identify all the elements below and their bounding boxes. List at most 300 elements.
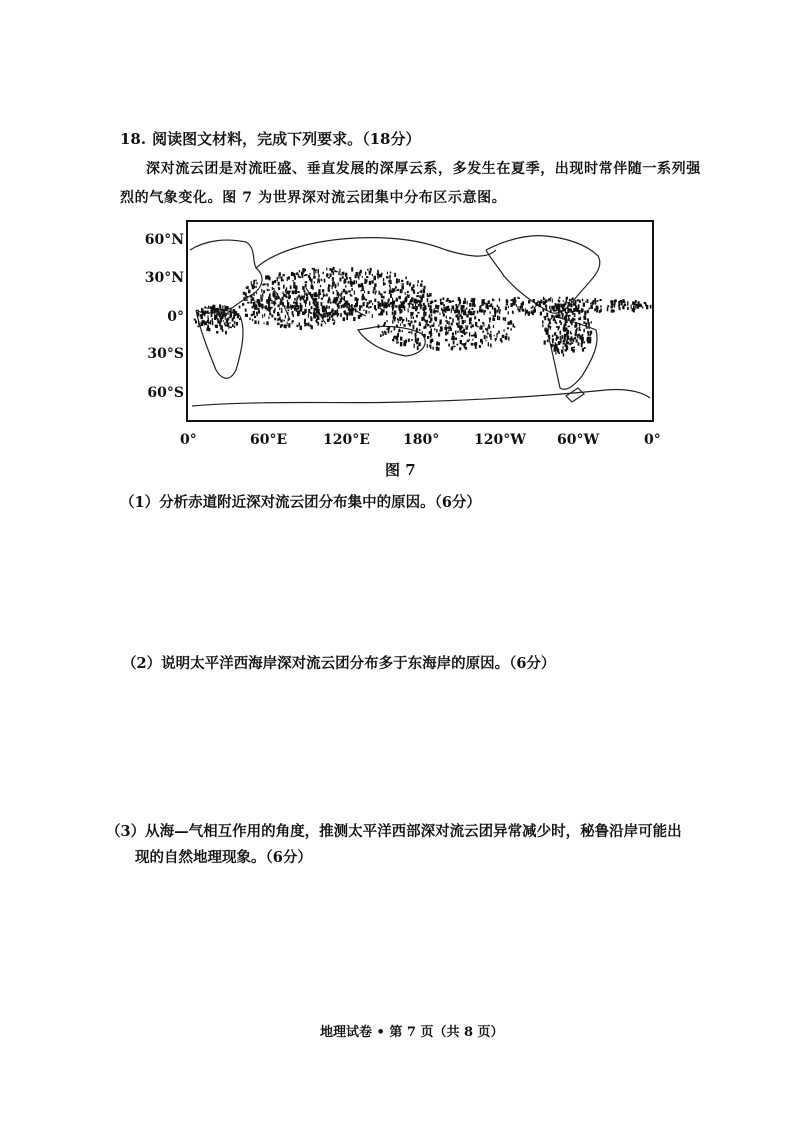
- cloud-speck: [373, 290, 375, 293]
- cloud-speck: [623, 305, 624, 309]
- cloud-speck: [460, 325, 462, 328]
- cloud-speck: [552, 335, 554, 338]
- cloud-speck: [422, 294, 425, 298]
- cloud-speck: [293, 302, 296, 304]
- cloud-speck: [415, 333, 417, 337]
- subquestion-3-line-2: 现的自然地理现象。（6分）: [135, 849, 312, 866]
- cloud-speck: [384, 283, 386, 285]
- cloud-speck: [354, 291, 355, 295]
- cloud-speck: [427, 336, 429, 339]
- cloud-speck: [290, 285, 292, 289]
- cloud-speck: [574, 337, 576, 339]
- cloud-speck: [313, 268, 315, 271]
- cloud-speck: [514, 297, 515, 301]
- cloud-speck: [408, 295, 410, 297]
- cloud-speck: [429, 305, 431, 309]
- cloud-speck: [565, 321, 567, 323]
- cloud-speck: [431, 301, 434, 304]
- page-footer: 地理试卷 • 第 7 页（共 8 页）: [320, 1025, 504, 1040]
- cloud-speck: [273, 301, 275, 305]
- cloud-speck: [398, 289, 400, 291]
- cloud-speck: [489, 318, 490, 320]
- cloud-speck: [324, 314, 326, 318]
- cloud-speck: [383, 296, 385, 299]
- cloud-speck: [388, 300, 389, 303]
- cloud-speck: [378, 313, 380, 315]
- cloud-speck: [582, 337, 584, 341]
- cloud-speck: [512, 299, 514, 303]
- cloud-speck: [401, 285, 404, 289]
- cloud-speck: [570, 304, 572, 308]
- cloud-speck: [230, 309, 231, 312]
- cloud-speck: [388, 326, 390, 329]
- cloud-speck: [470, 311, 473, 315]
- cloud-speck: [471, 308, 473, 310]
- cloud-speck: [448, 321, 449, 325]
- cloud-speck: [275, 298, 277, 300]
- cloud-speck: [247, 314, 248, 317]
- cloud-speck: [312, 296, 313, 299]
- cloud-speck: [220, 316, 222, 319]
- cloud-speck: [428, 303, 430, 307]
- cloud-speck: [425, 324, 427, 327]
- cloud-speck: [427, 298, 429, 302]
- cloud-speck: [497, 316, 499, 321]
- cloud-speck: [495, 338, 498, 340]
- cloud-speck: [510, 328, 512, 330]
- cloud-speck: [422, 331, 423, 335]
- cloud-speck: [221, 319, 222, 322]
- cloud-speck: [479, 309, 482, 313]
- cloud-speck: [232, 324, 234, 327]
- cloud-speck: [369, 300, 371, 304]
- cloud-speck: [230, 322, 231, 324]
- cloud-speck: [256, 300, 257, 303]
- cloud-speck: [286, 292, 287, 294]
- cloud-speck: [426, 320, 427, 324]
- cloud-speck: [469, 332, 470, 336]
- cloud-speck: [494, 312, 496, 314]
- cloud-speck: [419, 295, 421, 298]
- cloud-speck: [335, 286, 336, 289]
- cloud-speck: [413, 284, 415, 287]
- cloud-speck: [280, 300, 282, 302]
- cloud-speck: [566, 299, 568, 303]
- cloud-speck: [483, 299, 484, 303]
- cloud-speck: [362, 294, 364, 297]
- cloud-speck: [284, 305, 286, 308]
- cloud-speck: [262, 284, 263, 286]
- cloud-speck: [587, 331, 590, 333]
- cloud-speck: [465, 325, 466, 327]
- cloud-speck: [294, 298, 296, 300]
- cloud-speck: [339, 278, 341, 282]
- cloud-speck: [394, 273, 396, 277]
- cloud-speck: [342, 276, 344, 278]
- cloud-speck: [333, 322, 335, 325]
- cloud-speck: [396, 325, 398, 328]
- cloud-speck: [351, 288, 352, 291]
- cloud-speck: [519, 309, 521, 312]
- cloud-speck: [489, 334, 491, 338]
- cloud-speck: [462, 320, 464, 324]
- cloud-speck: [237, 315, 239, 318]
- cloud-speck: [408, 339, 410, 342]
- cloud-speck: [250, 295, 252, 298]
- cloud-speck: [359, 272, 361, 276]
- cloud-speck: [364, 291, 365, 294]
- cloud-speck: [309, 301, 310, 305]
- lon-label-120w: 120°W: [474, 432, 526, 448]
- cloud-speck: [223, 320, 224, 322]
- cloud-speck: [514, 326, 516, 328]
- cloud-speck: [300, 305, 303, 307]
- cloud-speck: [213, 308, 214, 311]
- cloud-speck: [487, 332, 489, 334]
- cloud-speck: [217, 320, 219, 323]
- cloud-speck: [455, 338, 457, 340]
- cloud-speck: [246, 296, 248, 299]
- cloud-speck: [274, 308, 275, 312]
- cloud-speck: [365, 299, 366, 301]
- cloud-speck: [333, 291, 335, 294]
- cloud-speck: [563, 305, 564, 308]
- cloud-speck: [512, 311, 513, 314]
- cloud-speck: [293, 273, 295, 277]
- cloud-speck: [478, 319, 480, 321]
- cloud-speck: [479, 345, 481, 348]
- cloud-speck: [446, 306, 448, 309]
- cloud-speck: [207, 325, 208, 328]
- cloud-speck: [368, 307, 370, 309]
- cloud-speck: [440, 299, 442, 301]
- cloud-speck: [327, 273, 329, 276]
- cloud-speck: [425, 312, 427, 316]
- cloud-speck: [288, 306, 290, 309]
- cloud-speck: [398, 330, 400, 333]
- cloud-speck: [572, 342, 573, 344]
- cloud-speck: [380, 308, 381, 310]
- cloud-speck: [318, 274, 320, 278]
- cloud-speck: [268, 316, 269, 319]
- cloud-speck: [593, 300, 595, 304]
- cloud-speck: [615, 299, 617, 302]
- cloud-speck: [531, 307, 533, 309]
- cloud-speck: [398, 296, 401, 299]
- cloud-speck: [342, 272, 344, 276]
- cloud-speck: [304, 320, 306, 324]
- cloud-speck: [234, 321, 235, 324]
- cloud-speck: [258, 310, 260, 313]
- cloud-speck: [451, 347, 453, 350]
- cloud-speck: [340, 313, 342, 317]
- cloud-speck: [579, 327, 581, 331]
- cloud-speck: [447, 298, 449, 301]
- cloud-speck: [362, 288, 364, 291]
- cloud-speck: [525, 311, 526, 315]
- cloud-speck: [546, 313, 548, 317]
- cloud-speck: [280, 302, 282, 305]
- cloud-speck: [297, 325, 299, 328]
- cloud-speck: [563, 353, 565, 356]
- cloud-speck: [347, 301, 348, 304]
- cloud-speck: [400, 337, 402, 341]
- cloud-speck: [451, 309, 452, 313]
- cloud-speck: [552, 315, 553, 318]
- cloud-speck: [272, 281, 274, 285]
- cloud-speck: [465, 347, 467, 350]
- cloud-speck: [398, 306, 400, 309]
- cloud-speck: [583, 321, 585, 323]
- cloud-speck: [377, 273, 379, 275]
- cloud-speck: [575, 307, 577, 310]
- lon-label-180: 180°: [403, 432, 440, 448]
- cloud-speck: [391, 331, 393, 333]
- cloud-speck: [394, 327, 396, 330]
- cloud-speck: [482, 331, 484, 333]
- cloud-speck: [573, 349, 574, 353]
- cloud-speck: [245, 309, 247, 312]
- cloud-speck: [542, 320, 544, 323]
- cloud-speck: [549, 326, 551, 328]
- cloud-speck: [337, 309, 338, 312]
- cloud-speck: [544, 340, 546, 344]
- cloud-speck: [285, 315, 286, 319]
- cloud-speck: [381, 294, 383, 299]
- cloud-speck: [461, 343, 463, 345]
- cloud-speck: [578, 310, 580, 314]
- cloud-speck: [301, 296, 303, 298]
- cloud-speck: [237, 313, 240, 315]
- cloud-speck: [631, 305, 632, 309]
- cloud-speck: [258, 308, 260, 311]
- cloud-speck: [399, 317, 401, 321]
- cloud-speck: [327, 312, 328, 315]
- cloud-speck: [563, 329, 566, 331]
- cloud-speck: [414, 344, 415, 348]
- cloud-speck: [429, 331, 430, 334]
- cloud-speck: [222, 314, 224, 318]
- cloud-speck: [441, 309, 443, 311]
- cloud-speck: [312, 286, 314, 290]
- cloud-speck: [407, 291, 409, 293]
- cloud-speck: [440, 303, 442, 305]
- cloud-speck: [277, 296, 279, 299]
- cloud-speck: [288, 276, 290, 279]
- cloud-speck: [642, 306, 643, 308]
- cloud-speck: [506, 303, 508, 305]
- cloud-speck: [306, 293, 308, 296]
- cloud-speck: [293, 314, 295, 317]
- cloud-speck: [205, 323, 207, 325]
- cloud-speck: [534, 309, 536, 313]
- cloud-speck: [575, 325, 576, 327]
- cloud-speck: [646, 305, 648, 309]
- cloud-speck: [632, 308, 634, 311]
- cloud-speck: [473, 311, 475, 313]
- cloud-speck: [419, 329, 421, 331]
- cloud-speck: [469, 322, 472, 325]
- cloud-speck: [489, 326, 491, 329]
- cloud-speck: [212, 321, 214, 325]
- cloud-speck: [393, 306, 394, 309]
- cloud-speck: [453, 307, 455, 311]
- cloud-speck: [475, 322, 477, 327]
- cloud-speck: [381, 273, 383, 276]
- cloud-speck: [365, 272, 366, 276]
- cloud-speck: [430, 329, 432, 334]
- cloud-speck: [334, 299, 336, 303]
- cloud-speck: [274, 280, 276, 283]
- cloud-speck: [466, 307, 467, 309]
- cloud-speck: [400, 289, 402, 293]
- cloud-speck: [210, 320, 211, 324]
- cloud-speck: [430, 333, 432, 336]
- cloud-speck: [374, 286, 375, 289]
- cloud-speck: [271, 300, 272, 304]
- cloud-speck: [463, 343, 465, 347]
- cloud-speck: [386, 305, 388, 307]
- cloud-speck: [400, 309, 402, 313]
- cloud-speck: [239, 318, 241, 320]
- cloud-speck: [384, 291, 386, 293]
- cloud-speck: [388, 329, 390, 333]
- cloud-speck: [563, 340, 565, 343]
- cloud-speck: [295, 290, 297, 294]
- cloud-speck: [334, 270, 335, 272]
- cloud-speck: [401, 303, 403, 307]
- cloud-speck: [555, 305, 556, 307]
- cloud-speck: [344, 280, 346, 284]
- cloud-speck: [265, 276, 267, 280]
- cloud-speck: [333, 271, 335, 275]
- cloud-speck: [277, 318, 278, 321]
- cloud-speck: [627, 307, 629, 310]
- cloud-speck: [214, 317, 216, 320]
- cloud-speck: [472, 324, 474, 327]
- lat-label-0: 0°: [167, 309, 184, 325]
- cloud-speck: [381, 309, 382, 313]
- cloud-speck: [581, 343, 583, 347]
- cloud-speck: [504, 317, 506, 321]
- cloud-speck: [459, 321, 460, 325]
- cloud-speck: [375, 292, 376, 294]
- cloud-speck: [256, 292, 257, 294]
- cloud-speck: [236, 322, 238, 326]
- cloud-speck: [433, 323, 434, 327]
- cloud-speck: [278, 282, 280, 286]
- cloud-speck: [516, 304, 517, 307]
- cloud-speck: [454, 310, 456, 314]
- cloud-speck: [568, 318, 570, 320]
- cloud-speck: [528, 311, 530, 315]
- cloud-speck: [268, 289, 270, 291]
- cloud-speck: [450, 328, 452, 331]
- cloud-speck: [402, 330, 403, 332]
- cloud-speck: [317, 322, 319, 326]
- cloud-speck: [445, 339, 448, 341]
- cloud-speck: [417, 284, 418, 286]
- cloud-speck: [457, 309, 459, 312]
- cloud-speck: [406, 341, 407, 343]
- cloud-speck: [471, 298, 473, 302]
- cloud-speck: [572, 297, 574, 300]
- cloud-speck: [445, 325, 446, 328]
- cloud-speck: [211, 311, 213, 314]
- cloud-speck: [408, 331, 411, 333]
- cloud-speck: [251, 281, 252, 285]
- cloud-speck: [438, 333, 439, 337]
- cloud-speck: [461, 335, 463, 337]
- cloud-speck: [197, 326, 199, 328]
- cloud-speck: [570, 333, 572, 335]
- cloud-speck: [451, 323, 453, 326]
- cloud-speck: [408, 323, 409, 325]
- cloud-speck: [295, 286, 298, 290]
- cloud-speck: [293, 282, 295, 284]
- cloud-speck: [579, 300, 581, 303]
- cloud-speck: [571, 299, 572, 303]
- cloud-speck: [485, 305, 487, 308]
- cloud-speck: [256, 308, 258, 310]
- cloud-speck: [542, 309, 544, 312]
- cloud-speck: [496, 310, 498, 313]
- cloud-speck: [364, 278, 365, 281]
- cloud-speck: [544, 316, 546, 320]
- cloud-speck: [256, 312, 258, 314]
- cloud-speck: [555, 320, 556, 323]
- cloud-speck: [434, 328, 435, 330]
- cloud-speck: [299, 270, 300, 272]
- cloud-speck: [388, 304, 390, 307]
- cloud-speck: [558, 310, 560, 313]
- cloud-speck: [610, 306, 612, 308]
- cloud-speck: [575, 333, 577, 337]
- cloud-speck: [313, 276, 316, 279]
- cloud-speck: [359, 305, 361, 309]
- cloud-speck: [227, 323, 229, 327]
- cloud-speck: [305, 284, 307, 288]
- cloud-speck: [419, 322, 421, 324]
- cloud-speck: [208, 306, 209, 308]
- cloud-speck: [288, 323, 290, 327]
- cloud-speck: [242, 303, 244, 306]
- cloud-speck: [330, 273, 332, 277]
- cloud-speck: [316, 308, 318, 311]
- cloud-speck: [216, 313, 218, 317]
- cloud-speck: [599, 310, 601, 313]
- cloud-speck: [477, 310, 479, 313]
- cloud-speck: [304, 269, 305, 273]
- cloud-speck: [252, 306, 254, 309]
- cloud-speck: [405, 277, 407, 280]
- cloud-speck: [482, 299, 484, 303]
- cloud-speck: [455, 304, 457, 306]
- cloud-speck: [267, 289, 269, 291]
- cloud-speck: [589, 308, 590, 310]
- cloud-speck: [423, 290, 424, 293]
- cloud-speck: [619, 307, 621, 310]
- cloud-speck: [457, 331, 458, 333]
- cloud-speck: [490, 344, 492, 348]
- figure-caption: 图 7: [385, 461, 416, 479]
- cloud-speck: [467, 340, 469, 342]
- cloud-speck: [332, 277, 334, 281]
- cloud-speck: [341, 291, 342, 294]
- cloud-speck: [315, 269, 317, 271]
- lat-label-60s: 60°S: [147, 385, 184, 401]
- cloud-speck: [407, 281, 409, 285]
